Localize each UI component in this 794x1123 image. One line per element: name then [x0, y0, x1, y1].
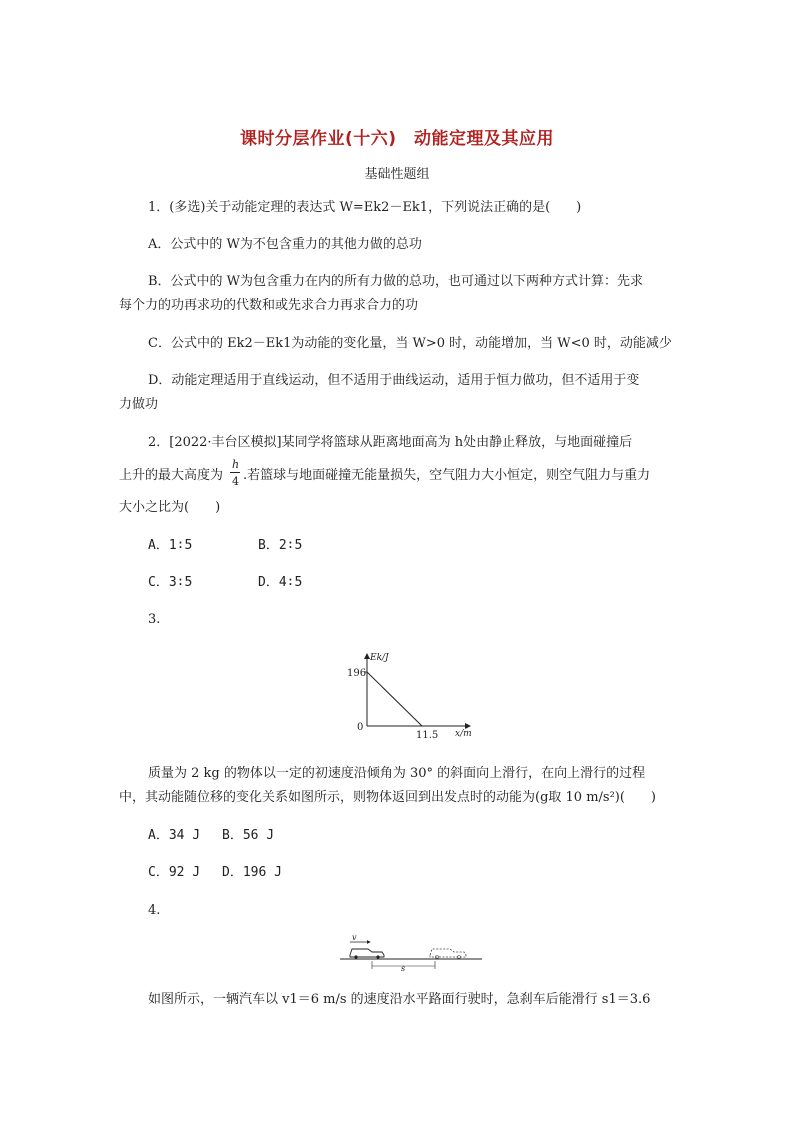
q3-option-c: C．92 J — [148, 865, 201, 880]
q2-option-d: D．4∶5 — [258, 575, 303, 590]
q3-number: 3. — [148, 612, 161, 627]
q3-stem-line1: 质量为 2 kg 的物体以一定的初速度沿倾角为 30° 的斜面向上滑行，在向上滑行的过程 — [148, 766, 646, 781]
q3-option-d: D．196 J — [222, 865, 282, 880]
q1-option-a: A．公式中的 W为不包含重力的其他力做的总功 — [148, 237, 422, 252]
q1-option-d-line2: 力做功 — [119, 397, 159, 412]
q2-stem-line2-post: .若篮球与地面碰撞无能量损失，空气阻力大小恒定，则空气阻力与重力 — [243, 468, 651, 483]
velocity-label: v — [352, 933, 357, 942]
car-start — [350, 949, 384, 959]
q2-stem-line2-pre: 上升的最大高度为 — [119, 468, 224, 483]
q1-option-d-line1: D．动能定理适用于直线运动，但不适用于曲线运动，适用于恒力做功，但不适用于变 — [148, 373, 640, 388]
q1-option-b-line2: 每个力的功再求功的代数和或先求合力再求合力的功 — [119, 298, 419, 313]
page-title: 课时分层作业(十六) 动能定理及其应用 — [239, 129, 555, 149]
origin-label: 0 — [357, 722, 364, 733]
q3-energy-displacement-chart — [330, 650, 480, 740]
q2-option-c: C．3∶5 — [148, 575, 193, 590]
q2-stem-line3: 大小之比为( ) — [119, 500, 221, 515]
q2-option-b: B．2∶5 — [258, 538, 303, 553]
q2-fraction-denominator: 4 — [232, 475, 239, 488]
section-subtitle: 基础性题组 — [364, 167, 430, 182]
q3-option-a: A．34 J — [148, 828, 201, 843]
energy-line — [367, 672, 422, 726]
distance-label: s — [401, 964, 406, 973]
q2-fraction-bar — [230, 472, 240, 473]
x-axis-label: x/m — [455, 729, 472, 739]
q2-fraction-numerator: h — [232, 458, 240, 471]
y-tick-label: 196 — [347, 668, 367, 679]
x-tick-label: 11.5 — [416, 730, 439, 741]
y-axis-label: Ek/J — [370, 653, 389, 663]
q4-car-diagram — [338, 935, 484, 977]
q4-number: 4. — [148, 903, 161, 918]
q1-option-b-line1: B．公式中的 W为包含重力在内的所有力做的总功，也可通过以下两种方式计算：先求 — [148, 274, 644, 289]
q4-stem: 如图所示，一辆汽车以 v1＝6 m/s 的速度沿水平路面行驶时，急刹车后能滑行 s1＝3.6 — [148, 992, 651, 1007]
q3-stem-line2: 中，其动能随位移的变化关系如图所示，则物体返回到出发点时的动能为(g取 10 m/s²)( ) — [119, 790, 657, 805]
car-end — [430, 949, 466, 959]
q3-option-b: B．56 J — [222, 828, 275, 843]
q1-option-c: C．公式中的 Ek2－Ek1为动能的变化量，当 W>0 时，动能增加，当 W<0 时，动能减少 — [148, 336, 672, 351]
q1-stem: 1．(多选)关于动能定理的表达式 W=Ek2－Ek1，下列说法正确的是( ) — [148, 200, 582, 215]
q2-option-a: A．1∶5 — [148, 538, 193, 553]
q2-stem-line1: 2．[2022·丰台区模拟]某同学将篮球从距离地面高为 h处由静止释放，与地面碰撞后 — [148, 435, 633, 450]
